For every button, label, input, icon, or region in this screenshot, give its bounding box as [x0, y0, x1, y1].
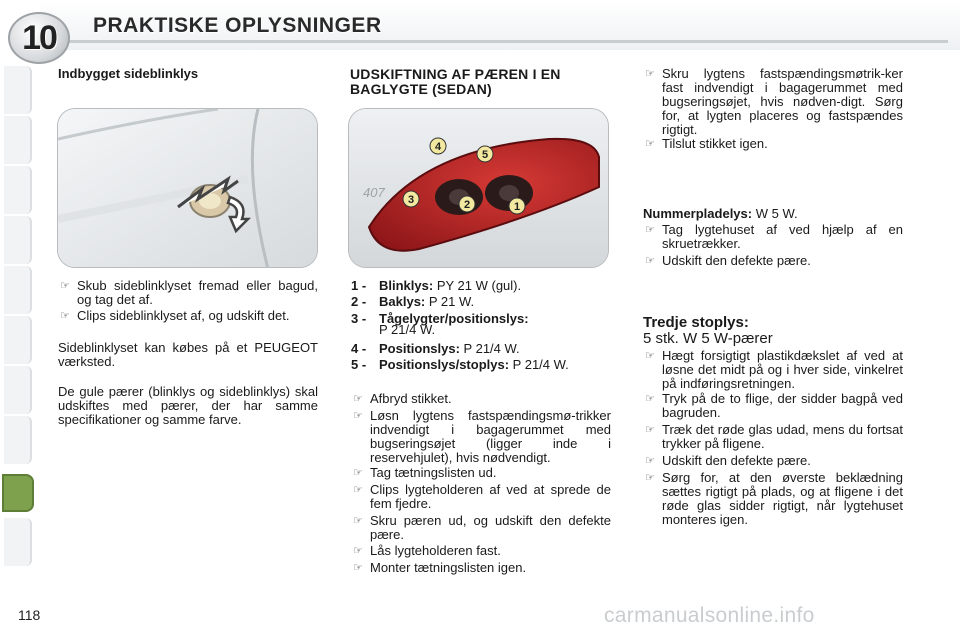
list-item: [353, 514, 611, 544]
third-brake-light-subheading: 5 stk. W 5 W-pærer: [643, 330, 773, 347]
hand-pointer-icon: ☞: [353, 514, 363, 527]
list-item-text: Skub sideblinklyset fremad eller bagud, og tag det af.: [77, 278, 318, 307]
hand-pointer-icon: ☞: [60, 279, 70, 292]
list-item-text: Clips lygteholderen af ved at sprede de fem fjedre.: [370, 482, 611, 511]
hand-pointer-icon: ☞: [645, 137, 655, 150]
chapter-number-badge: 10: [8, 12, 70, 64]
list-item-text: Afbryd stikket.: [370, 391, 452, 406]
bulb-value: P 21/4 W.: [463, 341, 520, 356]
list-item-text: Skru pæren ud, og udskift den defekte pære.: [370, 513, 611, 542]
list-item: [645, 471, 903, 527]
chapter-tab[interactable]: [4, 266, 32, 314]
chapter-tab[interactable]: [4, 116, 32, 164]
list-item: [60, 309, 318, 339]
bulb-value: P 21/4 W.: [379, 322, 436, 337]
plate-light-value: W 5 W.: [755, 206, 798, 221]
plate-light-label: Nummerpladelys:: [643, 206, 753, 221]
list-item-text: Tilslut stikket igen.: [662, 136, 768, 151]
bulb-number: 5 -: [351, 357, 367, 372]
chapter-tab[interactable]: [4, 366, 32, 414]
side-indicator-photo: [57, 108, 318, 268]
bulb-name: Blinklys:: [379, 278, 434, 293]
list-item: [353, 466, 611, 482]
list-item-text: Tag tætningslisten ud.: [370, 465, 497, 480]
list-item: [353, 561, 611, 577]
list-item-text: Træk det røde glas udad, mens du fortsat trykker på fligene.: [662, 422, 903, 451]
list-item-text: Løsn lygtens fastspændingsmø-trikker indvendigt i bagagerummet med bugseringsøjet (ligger inde i reservehjulet), hvis nødvendigt.: [370, 408, 611, 465]
page-number: 118: [18, 607, 41, 623]
bulb-name: Positionslys:: [379, 341, 460, 356]
hand-pointer-icon: ☞: [353, 392, 363, 405]
bulb-label: 1: [513, 201, 521, 213]
list-item: [353, 392, 611, 408]
model-badge: 407: [363, 185, 385, 200]
hand-pointer-icon: ☞: [645, 254, 655, 267]
side-indicator-illustration: [58, 109, 318, 268]
list-item-text: Monter tætningslisten igen.: [370, 560, 527, 575]
hand-pointer-icon: ☞: [645, 454, 655, 467]
list-item: [353, 409, 611, 465]
chapter-tab-active[interactable]: [2, 474, 34, 512]
paragraph: Sideblinklyset kan købes på et PEUGEOT værksted.: [58, 340, 318, 369]
list-item: [645, 67, 903, 137]
list-item-text: Tryk på de to flige, der sidder bagpå ved bagruden.: [662, 391, 903, 420]
list-item: [60, 279, 318, 309]
bulb-number: 2 -: [351, 294, 367, 309]
bulb-label: 5: [481, 149, 489, 161]
list-item: [645, 423, 903, 453]
hand-pointer-icon: ☞: [645, 471, 655, 484]
list-item: [353, 483, 611, 513]
hand-pointer-icon: ☞: [645, 392, 655, 405]
hand-pointer-icon: ☞: [353, 466, 363, 479]
header-rule: [48, 40, 948, 43]
chapter-tab[interactable]: [4, 216, 32, 264]
bulb-number: 1 -: [351, 278, 367, 293]
chapter-tab[interactable]: [4, 316, 32, 364]
list-item: [645, 254, 903, 270]
hand-pointer-icon: ☞: [645, 67, 655, 80]
bulb-number: 4 -: [351, 341, 367, 356]
list-item-text: Clips sideblinklyset af, og udskift det.: [77, 308, 290, 323]
list-item-text: Lås lygteholderen fast.: [370, 543, 501, 558]
hand-pointer-icon: ☞: [645, 223, 655, 236]
bulb-name: Positionslys/stoplys:: [379, 357, 510, 372]
bulb-number: 3 -: [351, 311, 367, 326]
bulb-value: PY 21 W (gul).: [436, 278, 522, 293]
chapter-title: PRAKTISKE OPLYSNINGER: [93, 14, 382, 37]
hand-pointer-icon: ☞: [645, 423, 655, 436]
list-item-text: Udskift den defekte pære.: [662, 253, 811, 268]
side-indicator-heading: Indbygget sideblinklys: [58, 66, 199, 81]
chapter-tab[interactable]: [4, 518, 32, 566]
list-item: [353, 544, 611, 560]
chapter-tab-strip: [0, 66, 34, 576]
list-item-text: Tag lygtehuset af ved hjælp af en skruetrækker.: [662, 222, 903, 251]
rear-light-illustration: [349, 109, 609, 268]
hand-pointer-icon: ☞: [353, 544, 363, 557]
list-item: [645, 223, 903, 253]
watermark: carmanualsonline.info: [604, 604, 815, 627]
third-brake-light-heading: Tredje stoplys:: [643, 314, 749, 331]
chapter-tab[interactable]: [4, 166, 32, 214]
list-item: [645, 454, 903, 470]
plate-light-spec: [643, 207, 903, 221]
section-heading-line: UDSKIFTNING AF PÆREN I EN: [350, 66, 561, 82]
list-item-text: Hægt forsigtigt plastikdækslet af ved at løsne det midt på og i hver side, vinkelret på indføringsretningen.: [662, 348, 903, 391]
list-item-text: Udskift den defekte pære.: [662, 453, 811, 468]
bulb-label: 3: [407, 194, 415, 206]
list-item: [645, 349, 903, 391]
bulb-name: Baklys:: [379, 294, 426, 309]
list-item: [645, 392, 903, 422]
rear-light-photo: [348, 108, 609, 268]
list-item-text: Skru lygtens fastspændingsmøtrik-ker fast indvendigt i bagagerummet med bugseringsøjet, hvis nødven-digt. Sørg for, at lygten placeres og fastspændes rigtigt.: [662, 66, 903, 137]
bulb-name: Tågelygter/positionslys:: [379, 311, 529, 326]
bulb-label: 4: [434, 141, 442, 153]
bulb-value: P 21 W.: [428, 294, 475, 309]
list-item-text: Sørg for, at den øverste beklædning sættes rigtigt på plads, og at fligene i det røde glas sidder rigtigt, når lygtehuset monteres igen.: [662, 470, 903, 527]
chapter-tab[interactable]: [4, 416, 32, 464]
section-heading: [350, 67, 561, 97]
hand-pointer-icon: ☞: [353, 409, 363, 422]
hand-pointer-icon: ☞: [645, 349, 655, 362]
section-heading-line: BAGLYGTE (SEDAN): [350, 81, 492, 97]
chapter-tab[interactable]: [4, 66, 32, 114]
hand-pointer-icon: ☞: [60, 309, 70, 322]
paragraph: De gule pærer (blinklys og sideblinklys) skal udskiftes med pærer, der har samme specifikationer og samme farve.: [58, 384, 318, 427]
bulb-label: 2: [463, 199, 471, 211]
list-item: [645, 137, 903, 153]
hand-pointer-icon: ☞: [353, 561, 363, 574]
hand-pointer-icon: ☞: [353, 483, 363, 496]
bulb-value: P 21/4 W.: [512, 357, 569, 372]
